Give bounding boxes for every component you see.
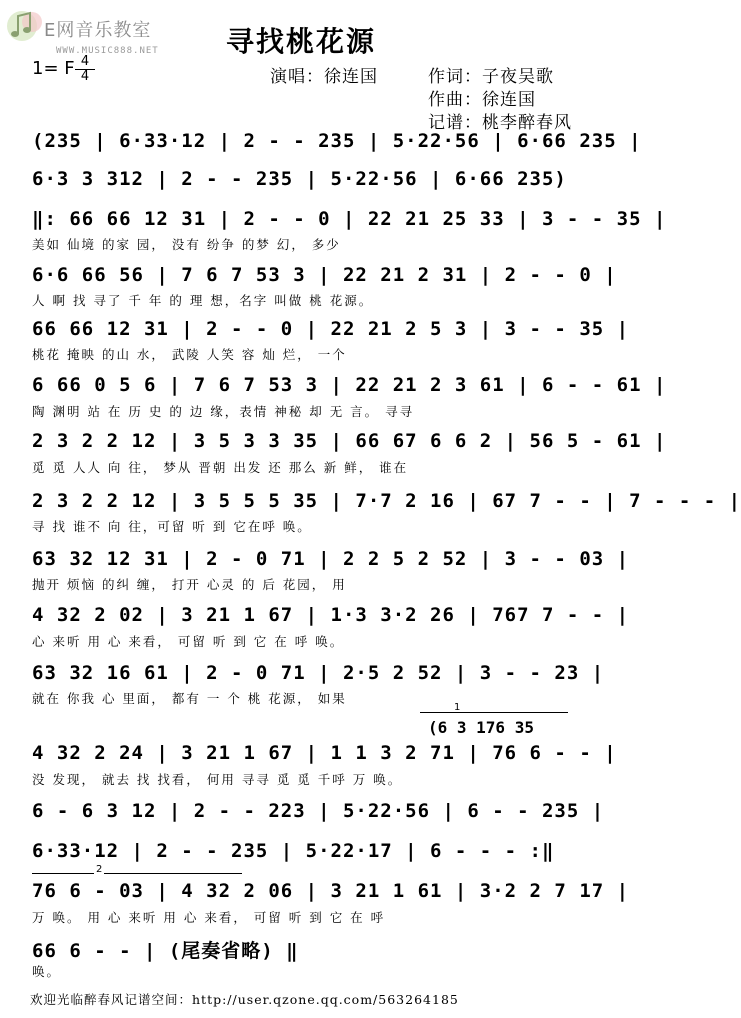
song-title: 寻找桃花源	[225, 25, 376, 58]
notation-line-15	[32, 880, 630, 906]
notation-line-4	[32, 264, 617, 290]
singer-credit: 演唱：徐连国	[270, 67, 378, 87]
notation-line-11	[32, 662, 605, 688]
numbered-notes: 2 3 2 2 12 | 3 5 3 3 35 | 66 67 6 6 2 | 56 5 - 61 |	[32, 430, 667, 452]
numbered-notes: 2 3 2 2 12 | 3 5 5 5 35 | 7·7 2 16 | 67 7 - - | 7 - - - |	[32, 490, 741, 512]
numbered-notes: 4 32 2 24 | 3 21 1 67 | 1 1 3 2 71 | 76 6 - - |	[32, 742, 617, 764]
logo-url-text: WWW.MUSIC888.NET	[56, 46, 159, 56]
numbered-notes: 6 - 6 3 12 | 2 - - 223 | 5·22·56 | 6 - - 235 |	[32, 800, 605, 822]
notation-line-6	[32, 374, 667, 400]
lyrics-line-3: 美如 仙境 的家 园， 没有 纷争 的梦 幻， 多少	[32, 237, 341, 252]
numbered-notes: (235 | 6·33·12 | 2 - - 235 | 5·22·56 | 6·66 235 |	[32, 130, 642, 152]
notation-line-1	[32, 130, 642, 156]
key-signature: 1= F	[32, 58, 75, 79]
lyrics-line-6: 陶 渊明 站 在 历 史 的 边 缘，表情 神秘 却 无 言。 寻寻	[32, 404, 415, 419]
numbered-notes: 6·33·12 | 2 - - 235 | 5·22·17 | 6 - - - :‖	[32, 840, 555, 862]
time-signature-bottom: 4	[75, 69, 95, 84]
lyrics-line-16: 唤。	[32, 964, 62, 979]
numbered-notes: ‖: 66 66 12 31 | 2 - - 0 | 22 21 25 33 | 3 - - 35 |	[32, 208, 667, 230]
volta-bracket-2	[32, 864, 242, 880]
notation-line-13	[32, 800, 605, 826]
time-signature	[75, 55, 95, 84]
lyrics-line-11: 就在 你我 心 里面， 都有 一 个 桃 花源， 如果	[32, 691, 347, 706]
numbered-notes: 66 6 - - | (尾奏省略) ‖	[32, 940, 299, 962]
numbered-notes: 66 66 12 31 | 2 - - 0 | 22 21 2 5 3 | 3 - - 35 |	[32, 318, 630, 340]
notation-line-10	[32, 604, 630, 630]
lyrics-line-10: 心 来听 用 心 来看， 可留 听 到 它 在 呼 唤。	[32, 634, 345, 649]
lyricist-credit: 作词：子夜吴歌	[428, 67, 554, 87]
numbered-notes: 63 32 12 31 | 2 - 0 71 | 2 2 5 2 52 | 3 - - 03 |	[32, 548, 630, 570]
lyrics-line-12: 没 发现， 就去 找 找看， 何用 寻寻 觅 觅 千呼 万 唤。	[32, 772, 403, 787]
numbered-notes: 6·3 3 312 | 2 - - 235 | 5·22·56 | 6·66 235)	[32, 168, 567, 190]
lyrics-line-15: 万 唤。 用 心 来听 用 心 来看， 可留 听 到 它 在 呼	[32, 910, 386, 925]
notation-line-14	[32, 840, 568, 866]
lyrics-line-9: 抛开 烦恼 的纠 缠， 打开 心灵 的 后 花园， 用	[32, 577, 347, 592]
notation-line-9	[32, 548, 630, 574]
numbered-notes: 76 6 - 03 | 4 32 2 06 | 3 21 1 61 | 3·2 2 7 17 |	[32, 880, 630, 902]
notation-line-7	[32, 430, 667, 456]
notation-line-2	[32, 168, 568, 194]
notation-line-12	[32, 742, 617, 768]
lyrics-line-8: 寻 找 谁不 向 往，可留 听 到 它在呼 唤。	[32, 519, 312, 534]
lyrics-line-5: 桃花 掩映 的山 水， 武陵 人笑 容 灿 烂， 一个	[32, 347, 347, 362]
lyrics-line-7: 觅 觅 人人 向 往， 梦从 晋朝 出发 还 那么 新 鲜， 谁在	[32, 460, 409, 475]
time-signature-top: 4	[80, 54, 90, 69]
numbered-notes: 4 32 2 02 | 3 21 1 67 | 1·3 3·2 26 | 767 7 - - |	[32, 604, 630, 626]
composer-credit: 作曲：徐连国	[428, 90, 536, 110]
volta-number-1: 1	[454, 702, 461, 713]
notation-line-8	[32, 490, 741, 516]
interlude-notes: (6 3 176 35	[428, 718, 534, 737]
numbered-notes: 6·6 66 56 | 7 6 7 53 3 | 22 21 2 31 | 2 - - 0 |	[32, 264, 617, 286]
numbered-notes: 63 32 16 61 | 2 - 0 71 | 2·5 2 52 | 3 - - 23 |	[32, 662, 605, 684]
lyrics-line-4: 人 啊 找 寻了 千 年 的 理 想，名字 叫做 桃 花源。	[32, 293, 374, 308]
footer-link-text: 欢迎光临醉春风记谱空间：http://user.qzone.qq.com/563264185	[30, 992, 459, 1007]
volta-number-2: 2	[96, 864, 103, 875]
notation-line-5	[32, 318, 630, 344]
notation-line-3	[32, 208, 667, 234]
numbered-notes: 6 66 0 5 6 | 7 6 7 53 3 | 22 21 2 3 61 | 6 - - 61 |	[32, 374, 667, 396]
logo-brand-text: E网音乐教室	[44, 20, 152, 41]
transcriber-credit: 记谱：桃李醉春风	[428, 113, 572, 133]
notation-line-16	[32, 936, 568, 962]
